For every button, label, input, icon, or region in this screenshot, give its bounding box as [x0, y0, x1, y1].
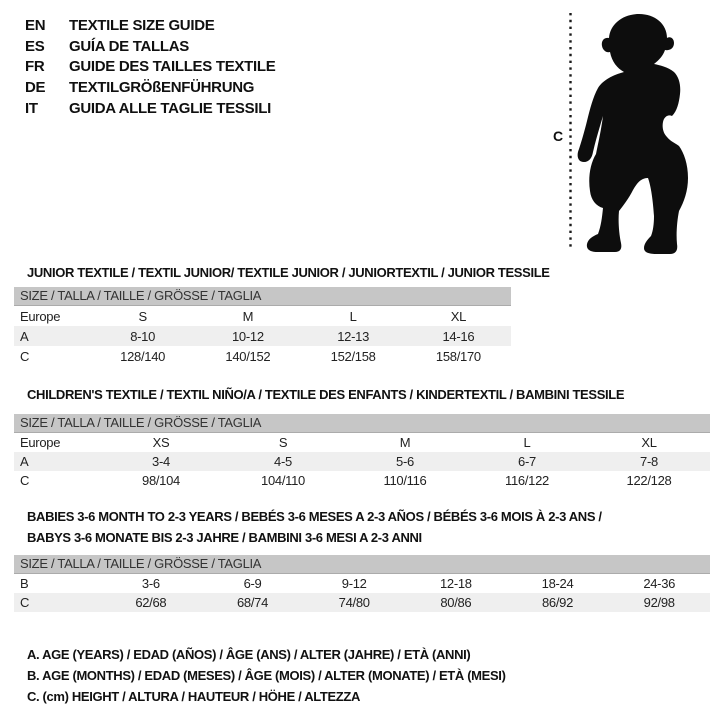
row-label: A — [20, 328, 29, 344]
size-header-row: SIZE / TALLA / TAILLE / GRÖSSE / TAGLIA — [14, 414, 710, 433]
babies-section-title — [27, 506, 602, 548]
table-row — [14, 574, 710, 593]
table-cell: S — [138, 308, 147, 324]
table-cell: 110/116 — [383, 473, 427, 488]
table-cell: XL — [641, 435, 657, 450]
babies-size-table — [14, 555, 710, 612]
table-cell: 116/122 — [505, 473, 549, 488]
language-row — [25, 57, 275, 78]
footnote-b: B. AGE (MONTHS) / EDAD (MESES) / ÂGE (MOIS) / ALTER (MONATE) / ETÀ (MESI) — [27, 668, 506, 683]
footnotes — [27, 644, 506, 707]
row-label: Europe — [20, 308, 61, 324]
row-label: Europe — [20, 435, 61, 450]
language-row — [25, 15, 275, 36]
height-c-label: C — [553, 128, 564, 144]
babies-title-line-2: BABYS 3-6 MONATE BIS 2-3 JAHRE / BAMBINI 3-6 MESI A 2-3 ANNI — [27, 530, 422, 545]
table-cell: 6-7 — [518, 454, 536, 469]
table-row — [14, 326, 511, 346]
children-section-title: CHILDREN'S TEXTILE / TEXTIL NIÑO/A / TEXTILE DES ENFANTS / KINDERTEXTIL / BAMBINI TESSILE — [27, 387, 625, 402]
table-cell: XS — [152, 435, 170, 450]
size-header-row: SIZE / TALLA / TAILLE / GRÖSSE / TAGLIA — [14, 555, 710, 574]
footnote-c: C. (cm) HEIGHT / ALTURA / HAUTEUR / HÖHE / ALTEZZA — [27, 689, 361, 704]
language-label: GUÍA DE TALLAS — [69, 37, 189, 55]
children-size-table — [14, 414, 710, 490]
table-cell: 98/104 — [142, 473, 180, 488]
language-code: IT — [25, 100, 38, 118]
language-label: TEXTILE SIZE GUIDE — [69, 16, 215, 34]
row-label: C — [20, 348, 30, 364]
table-row — [14, 346, 511, 366]
footnote-a: A. AGE (YEARS) / EDAD (AÑOS) / ÂGE (ANS) / ALTER (JAHRE) / ETÀ (ANNI) — [27, 647, 471, 662]
table-cell: 3-6 — [141, 576, 160, 591]
table-cell: 80/86 — [440, 595, 472, 610]
language-code: FR — [25, 58, 45, 76]
language-code: EN — [25, 16, 46, 34]
table-cell: 86/92 — [542, 595, 574, 610]
table-cell: 12-13 — [337, 328, 369, 344]
table-cell: 14-16 — [442, 328, 475, 344]
table-cell: 5-6 — [396, 454, 414, 469]
language-row — [25, 36, 275, 57]
table-row — [14, 471, 710, 490]
table-cell: 92/98 — [643, 595, 675, 610]
table-cell: 68/74 — [236, 595, 269, 610]
table-cell: 12-18 — [439, 576, 472, 591]
row-label: C — [20, 473, 30, 488]
table-cell: 7-8 — [640, 454, 658, 469]
language-row — [25, 77, 275, 98]
table-cell: 122/128 — [626, 473, 672, 488]
table-cell: 9-12 — [341, 576, 367, 591]
table-cell: S — [278, 435, 288, 450]
table-cell: 152/158 — [330, 348, 376, 364]
table-cell: 18-24 — [541, 576, 574, 591]
baby-silhouette-figure — [545, 5, 710, 255]
table-cell: 24-36 — [643, 576, 676, 591]
table-cell: 4-5 — [274, 454, 292, 469]
table-cell: L — [523, 435, 531, 450]
table-cell: 128/140 — [120, 348, 166, 364]
junior-size-table — [14, 287, 511, 366]
row-label: C — [20, 595, 30, 610]
table-cell: 140/152 — [225, 348, 271, 364]
table-cell: 62/68 — [135, 595, 167, 610]
baby-silhouette — [578, 14, 688, 254]
table-row — [14, 593, 710, 612]
table-cell: 158/170 — [435, 348, 481, 364]
table-row — [14, 306, 511, 326]
table-cell: 74/80 — [338, 595, 370, 610]
table-cell: 3-4 — [152, 454, 170, 469]
size-header-row: SIZE / TALLA / TAILLE / GRÖSSE / TAGLIA — [14, 287, 511, 306]
table-cell: XL — [450, 308, 467, 324]
language-label: TEXTILGRÖßENFÜHRUNG — [69, 79, 255, 97]
language-row — [25, 98, 275, 119]
table-cell: 10-12 — [232, 328, 264, 344]
table-row — [14, 452, 710, 471]
babies-title-line-1: BABIES 3-6 MONTH TO 2-3 YEARS / BEBÉS 3-6 MESES A 2-3 AÑOS / BÉBÉS 3-6 MOIS À 2-3 ANS / — [27, 509, 602, 524]
junior-section-title: JUNIOR TEXTILE / TEXTIL JUNIOR/ TEXTILE JUNIOR / JUNIORTEXTIL / JUNIOR TESSILE — [27, 265, 550, 280]
row-label: B — [20, 576, 29, 591]
table-cell: 104/110 — [261, 473, 305, 488]
language-code: ES — [25, 37, 45, 55]
language-list — [25, 15, 275, 119]
language-code: DE — [25, 79, 46, 97]
table-cell: 8-10 — [130, 328, 156, 344]
table-cell: M — [399, 435, 411, 450]
table-cell: L — [349, 308, 357, 324]
table-cell: 6-9 — [243, 576, 262, 591]
table-row — [14, 433, 710, 452]
language-label: GUIDA ALLE TAGLIE TESSILI — [69, 100, 271, 118]
row-label: A — [20, 454, 29, 469]
language-label: GUIDE DES TAILLES TEXTILE — [69, 58, 276, 76]
table-cell: M — [242, 308, 254, 324]
